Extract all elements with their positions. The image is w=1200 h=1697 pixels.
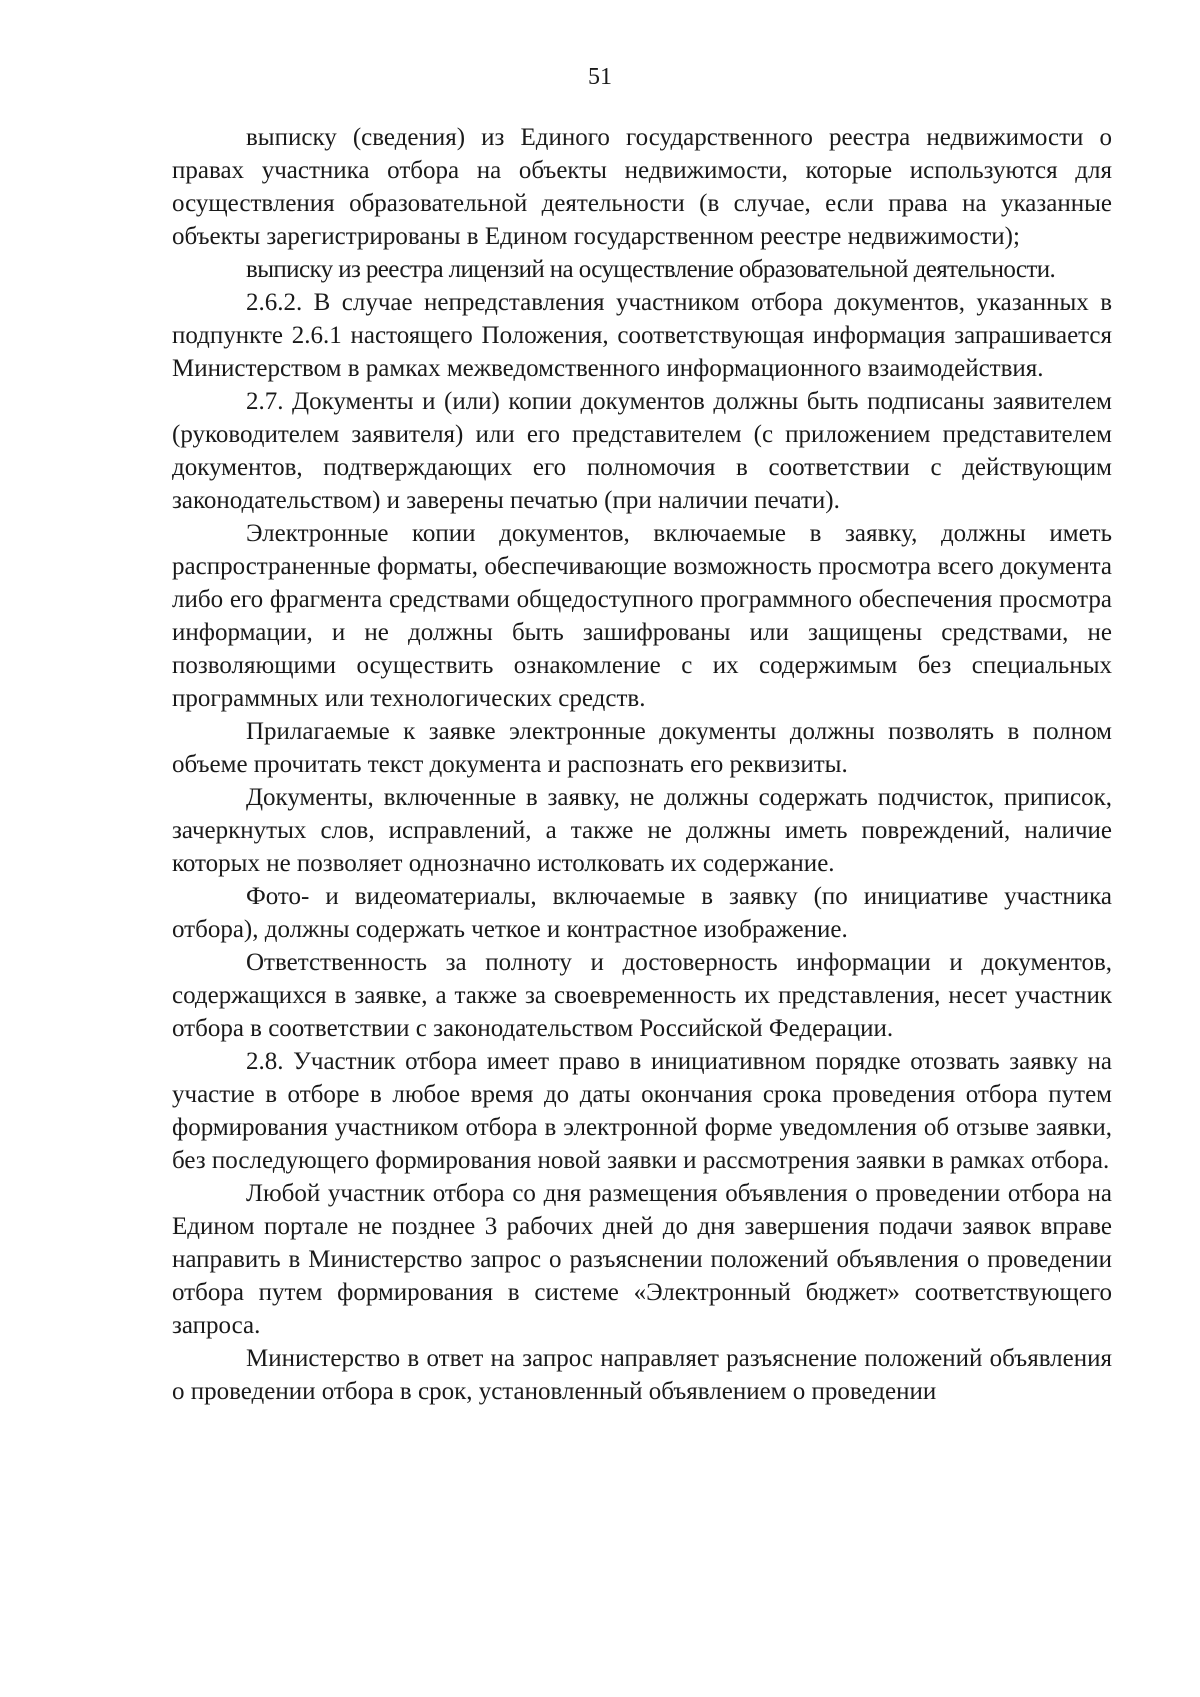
paragraph-electronic-copies: Электронные копии документов, включаемые в заявку, должны иметь распространенные форматы, обеспечивающие возможность просмотра всего документа либо его фрагмента средствами общедоступного программного обеспечения просмотра информации, и не должны быть зашифрованы или защищены средствами, не позволяющими осуществить ознакомление с их содержимым без специальных программных или технологических средств.	[172, 520, 1112, 712]
paragraph-2-7: 2.7. Документы и (или) копии документов должны быть подписаны заявителем (руководителем заявителя) или его представителем (с приложением представителем документов, подтверждающих его полномочия в соответствии с действующим законодательством) и заверены печатью (при наличии печати).	[172, 388, 1112, 514]
paragraph-responsibility: Ответственность за полноту и достоверность информации и документов, содержащихся в заявке, а также за своевременность их представления, несет участник отбора в соответствии с законодательством Российской Федерации.	[172, 949, 1112, 1042]
paragraph-egrn-extract: выписку (сведения) из Единого государственного реестра недвижимости о правах участника отбора на объекты недвижимости, которые используются для осуществления образовательной деятельности (в случае, если права на указанные объекты зарегистрированы в Едином государственном реестре недвижимости);	[172, 124, 1112, 250]
paragraph-ministry-response: Министерство в ответ на запрос направляет разъяснение положений объявления о проведении отбора в срок, установленный объявлением о проведении	[172, 1345, 1112, 1405]
paragraph-license-extract: выписку из реестра лицензий на осуществление образовательной деятельности.	[246, 256, 1056, 283]
paragraph-2-6-2: 2.6.2. В случае непредставления участником отбора документов, указанных в подпункте 2.6.1 настоящего Положения, соответствующая информация запрашивается Министерством в рамках межведомственного информационного взаимодействия.	[172, 289, 1112, 382]
page-number: 51	[588, 64, 612, 90]
paragraph-no-corrections: Документы, включенные в заявку, не должны содержать подчисток, приписок, зачеркнутых слов, исправлений, а также не должны иметь повреждений, наличие которых не позволяет однозначно истолковать их содержание.	[172, 784, 1112, 877]
document-body	[172, 121, 1112, 1408]
paragraph-clarification-request: Любой участник отбора со дня размещения объявления о проведении отбора на Едином портале не позднее 3 рабочих дней до дня завершения подачи заявок вправе направить в Министерство запрос о разъяснении положений объявления о проведении отбора путем формирования в системе «Электронный бюджет» соответствующего запроса.	[172, 1180, 1112, 1339]
paragraph-2-8: 2.8. Участник отбора имеет право в инициативном порядке отозвать заявку на участие в отборе в любое время до даты окончания срока проведения отбора путем формирования участником отбора в электронной форме уведомления об отзыве заявки, без последующего формирования новой заявки и рассмотрения заявки в рамках отбора.	[172, 1048, 1112, 1174]
paragraph-attached-documents: Прилагаемые к заявке электронные документы должны позволять в полном объеме прочитать текст документа и распознать его реквизиты.	[172, 718, 1112, 778]
paragraph-photo-video: Фото- и видеоматериалы, включаемые в заявку (по инициативе участника отбора), должны содержать четкое и контрастное изображение.	[172, 883, 1112, 943]
